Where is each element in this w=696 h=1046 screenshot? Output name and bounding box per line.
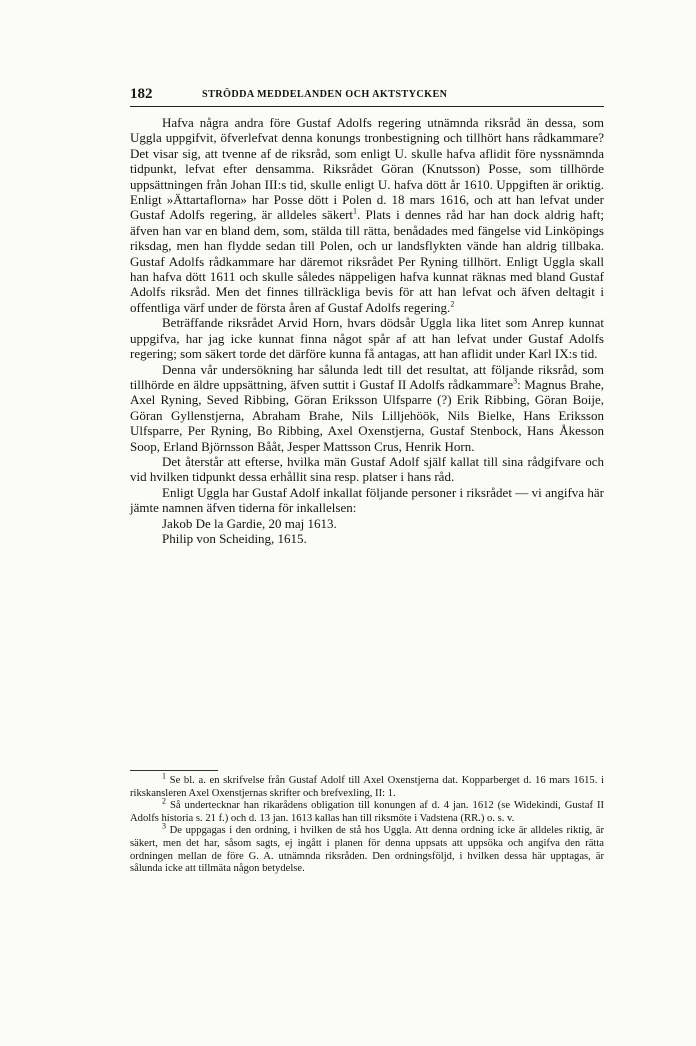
footnote-mark: 2 (162, 796, 166, 806)
paragraph-text: Denna vår undersökning har sålunda ledt till det resultat, att följande riksråd, som tillhörde en äldre uppsättning, äfven suttit i Gustaf II Adolfs rådkammare (130, 361, 604, 392)
footnote-ref: 2 (450, 299, 455, 309)
footnote-text: De uppgagas i den ordning, i hvilken de stå hos Uggla. Att denna ordning icke är alldeles riktig, är säkert, men det har, såsom sagts, ej ingått i planen för denna uppsats att uppsöka och angifva den rätta ordningen mellan de före G. A. utnämnda riksråden. Den ordningsföljd, i hvilken dessa här upptagas, är sålunda icke att tillmäta någon betydelse. (130, 825, 604, 875)
footnote-text: Se bl. a. en skrifvelse från Gustaf Adolf till Axel Oxenstjerna dat. Kopparberget d. 16 mars 1615. i rikskansleren Axel Oxenstjernas skrifter och brefvexling, II: 1. (130, 775, 604, 799)
footnote-3 (130, 821, 604, 875)
footnote-mark: 3 (162, 821, 166, 831)
list-entry: Jakob De la Gardie, 20 maj 1613. (162, 515, 337, 531)
footnote-ref: 1 (353, 207, 358, 217)
page-header (130, 84, 604, 107)
paragraph-2: Beträffande riksrådet Arvid Horn, hvars dödsår Uggla lika litet som Anrep kunnat uppgifva, har jag icke kunnat finna något spår af att han lefvat under Gustaf Adolfs regering; som säkert torde det därföre kunna få antagas, att han aflidit under Karl IX:s tid. (130, 315, 604, 362)
footnote-ref: 3 (513, 376, 518, 386)
footnote-1 (130, 771, 604, 800)
footnote-text: Så undertecknar han rikarådens obligation till konungen af d. 4 jan. 1612 (se Widekindi, Gustaf II Adolfs historia s. 21 f.) och d. 13 jan. 1613 kallas han till riksmöte i Vadstena (RR.) o. s. v. (130, 800, 604, 824)
footnote-divider (130, 770, 218, 771)
running-head: STRÖDDA MEDDELANDEN OCH AKTSTYCKEN (202, 89, 448, 100)
body-text (130, 115, 604, 546)
paragraph-text: Hafva några andra före Gustaf Adolfs regering utnämnda riksråd än dessa, som Uggla uppgifvit, öfverlefvat denna konungs tronbestigning och tillhört hans rådkammare? Det visar sig, att tvenne af de riksråd, som enligt U. skulle hafva aflidit före nyssnämnda tidpunkt, lefvat efter densamma. Riksrådet Göran (Knutsson) Posse, som tillhörde uppsättningen från Johan III:s tid, skulle enligt U. hafva dött år 1610. Uppgiften är oriktig. Enligt »Ättartaflorna» har Posse dött i Polen d. 18 mars 1616, och att han lefvat under Gustaf Adolfs regering, är alldeles säkert (130, 115, 604, 223)
paragraph-text-cont: : Magnus Brahe, Axel Ryning, Seved Ribbing, Göran Eriksson Ulfsparre (?) Erik Ribbing, Göran Boije, Göran Gyllenstjerna, Abraham Brahe, Nils Lilljehöök, Nils Bielke, Hans Eriksson Ulfsparre, Per Ryning, Bo Ribbing, Axel Oxenstjerna, Gustaf Stenbock, Hans Åkesson Soop, Erland Björnsson Bååt, Jesper Mattsson Crus, Henrik Horn. (130, 376, 604, 454)
list-entry: Philip von Scheiding, 1615. (162, 530, 307, 546)
paragraph-3 (130, 362, 604, 454)
footnotes (130, 770, 604, 876)
paragraph-4: Det återstår att efterse, hvilka män Gustaf Adolf själf kallat till sina rådgifvare och vid hvilken tidpunkt dessa erhållit sina resp. platser i hans råd. (130, 453, 604, 485)
paragraph-5: Enligt Uggla har Gustaf Adolf inkallat följande personer i riksrådet — vi angifva här jämte namnen äfven tiderna för inkallelsen: (130, 484, 604, 516)
footnote-2 (130, 796, 604, 825)
footnote-mark: 1 (162, 771, 166, 781)
page-number: 182 (130, 86, 153, 102)
document-page (130, 84, 604, 875)
paragraph-text-cont: . Plats i dennes råd har han dock aldrig haft; äfven han var en bland dem, som, stälda till rätta, benådades med fängelse vid Linköpings riksdag, men han flydde sedan till Polen, och ur landsflykten vände han aldrig tillbaka. Gustaf Adolfs rådkammare har däremot riksrådet Per Ryning tillhört. Enligt Uggla skall han hafva dött 1611 och skulle således näppeligen hafva kunnat räknas med bland Gustaf Adolfs riksråd. Men det finnes tillräckliga bevis för att han lefvat och äfven deltagit i offentliga värf under de första åren af Gustaf Adolfs regering. (130, 207, 604, 315)
paragraph-1 (130, 115, 604, 315)
